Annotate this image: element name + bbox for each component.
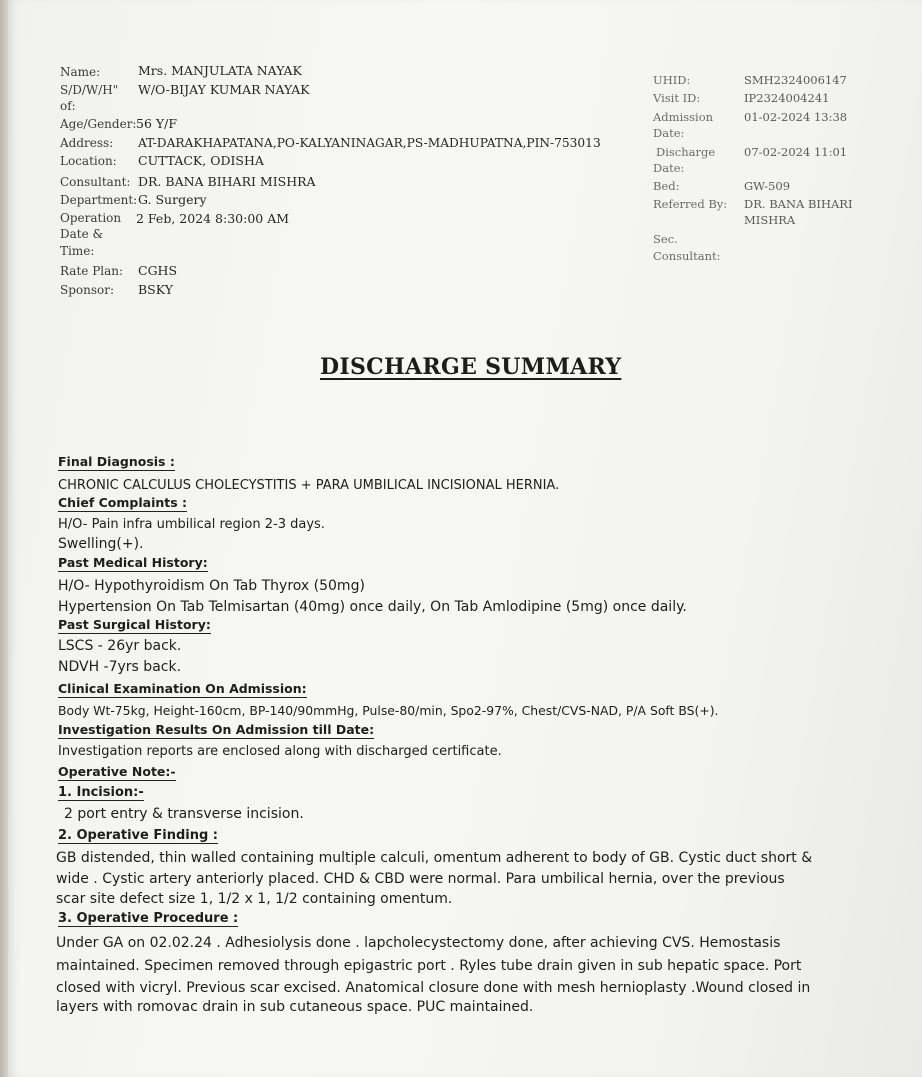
admission-value: 01-02-2024 13:38 (744, 110, 848, 124)
past-surgical-history-line-2: NDVH -7yrs back. (58, 659, 182, 675)
final-diagnosis-heading: Final Diagnosis : (58, 454, 175, 469)
operative-procedure-line-4: layers with romovac drain in sub cutaneous space. PUC maintained. (56, 999, 534, 1015)
past-medical-history-heading: Past Medical History: (58, 555, 208, 570)
consultant-value: DR. BANA BIHARI MISHRA (138, 174, 316, 189)
operative-procedure-heading: 3. Operative Procedure : (58, 911, 239, 926)
visit-id-label: Visit ID: (653, 91, 701, 105)
uhid-value: SMH2324006147 (744, 73, 847, 87)
discharge-label-date: Date: (653, 161, 685, 175)
rate-plan-value: CGHS (138, 263, 178, 278)
bed-value: GW-509 (744, 179, 791, 193)
address-value: AT-DARAKHAPATANA,PO-KALYANINAGAR,PS-MADHUPATNA,PIN-753013 (138, 136, 601, 150)
discharge-label: Discharge (656, 145, 716, 159)
clinical-examination-line-1: Body Wt-75kg, Height-160cm, BP-140/90mmHg, Pulse-80/min, Spo2-97%, Chest/CVS-NAD, P/A Soft BS(+). (58, 703, 719, 718)
sponsor-label: Sponsor: (60, 283, 115, 297)
operative-finding-heading: 2. Operative Finding : (58, 828, 218, 843)
relation-label-of: of: (60, 99, 76, 113)
sec-consultant-label: Sec. (653, 232, 678, 246)
location-label: Location: (60, 154, 117, 168)
relation-value: W/O-BIJAY KUMAR NAYAK (138, 82, 310, 97)
incision-line-1: 2 port entry & transverse incision. (64, 806, 304, 822)
chief-complaints-heading: Chief Complaints : (58, 495, 188, 510)
investigation-heading: Investigation Results On Admission till Date: (58, 722, 375, 737)
discharge-value: 07-02-2024 11:01 (744, 145, 848, 159)
uhid-label: UHID: (653, 73, 691, 87)
operative-finding-line-2: wide . Cystic artery anteriorly placed. CHD & CBD were normal. Para umbilical hernia, over the previous (56, 871, 785, 887)
clinical-examination-heading: Clinical Examination On Admission: (58, 681, 307, 696)
sec-consultant-label-2: Consultant: (653, 249, 721, 263)
age-label: Age/Gender: (60, 117, 137, 131)
past-surgical-history-heading: Past Surgical History: (58, 617, 211, 632)
operative-finding-line-1: GB distended, thin walled containing multiple calculi, omentum adherent to body of GB. Cystic duct short & (56, 850, 813, 866)
operative-note-heading: Operative Note:- (58, 764, 176, 779)
operative-procedure-line-2: maintained. Specimen removed through epigastric port . Ryles tube drain given in sub hepatic space. Port (56, 958, 802, 974)
document-page (8, 0, 922, 1077)
patient-name: Mrs. MANJULATA NAYAK (138, 63, 302, 78)
visit-id-value: IP2324004241 (744, 91, 830, 105)
incision-heading: 1. Incision:- (58, 785, 144, 800)
location-value: CUTTACK, ODISHA (138, 153, 264, 168)
past-medical-history-line-1: H/O- Hypothyroidism On Tab Thyrox (50mg) (58, 578, 365, 594)
operative-procedure-line-3: closed with vicryl. Previous scar excised. Anatomical closure done with mesh hernioplasty .Wound closed in (56, 980, 811, 996)
past-medical-history-line-2: Hypertension On Tab Telmisartan (40mg) once daily, On Tab Amlodipine (5mg) once daily. (58, 599, 687, 615)
referred-by-value: DR. BANA BIHARI (744, 197, 853, 211)
department-value: G. Surgery (138, 192, 207, 207)
bed-label: Bed: (653, 179, 680, 193)
past-surgical-history-line-1: LSCS - 26yr back. (58, 638, 182, 654)
operation-label-date: Date & (60, 227, 104, 241)
page-title: DISCHARGE SUMMARY (320, 354, 622, 380)
operation-label-time: Time: (60, 244, 95, 258)
name-label: Name: (60, 65, 101, 79)
consultant-label: Consultant: (60, 175, 131, 189)
referred-by-value-2: MISHRA (744, 213, 796, 227)
operation-value: 2 Feb, 2024 8:30:00 AM (136, 211, 290, 226)
address-label: Address: (60, 136, 114, 150)
admission-label: Admission (653, 110, 714, 124)
relation-label: S/D/W/H" (60, 83, 119, 97)
referred-by-label: Referred By: (653, 197, 728, 211)
chief-complaints-line-2: Swelling(+). (58, 536, 144, 552)
department-label: Department: (60, 193, 138, 207)
admission-label-date: Date: (653, 126, 685, 140)
rate-plan-label: Rate Plan: (60, 264, 124, 278)
sponsor-value: BSKY (138, 282, 174, 297)
investigation-line-1: Investigation reports are enclosed along with discharged certificate. (58, 744, 502, 759)
final-diagnosis-text: CHRONIC CALCULUS CHOLECYSTITIS + PARA UMBILICAL INCISIONAL HERNIA. (58, 478, 560, 493)
age-value: 56 Y/F (136, 116, 178, 131)
chief-complaints-line-1: H/O- Pain infra umbilical region 2-3 days. (58, 517, 325, 532)
operative-finding-line-3: scar site defect size 1, 1/2 x 1, 1/2 containing omentum. (56, 891, 453, 907)
operation-label: Operation (60, 211, 122, 225)
operative-procedure-line-1: Under GA on 02.02.24 . Adhesiolysis done . lapcholecystectomy done, after achieving CVS. Hemostasis (56, 935, 781, 951)
